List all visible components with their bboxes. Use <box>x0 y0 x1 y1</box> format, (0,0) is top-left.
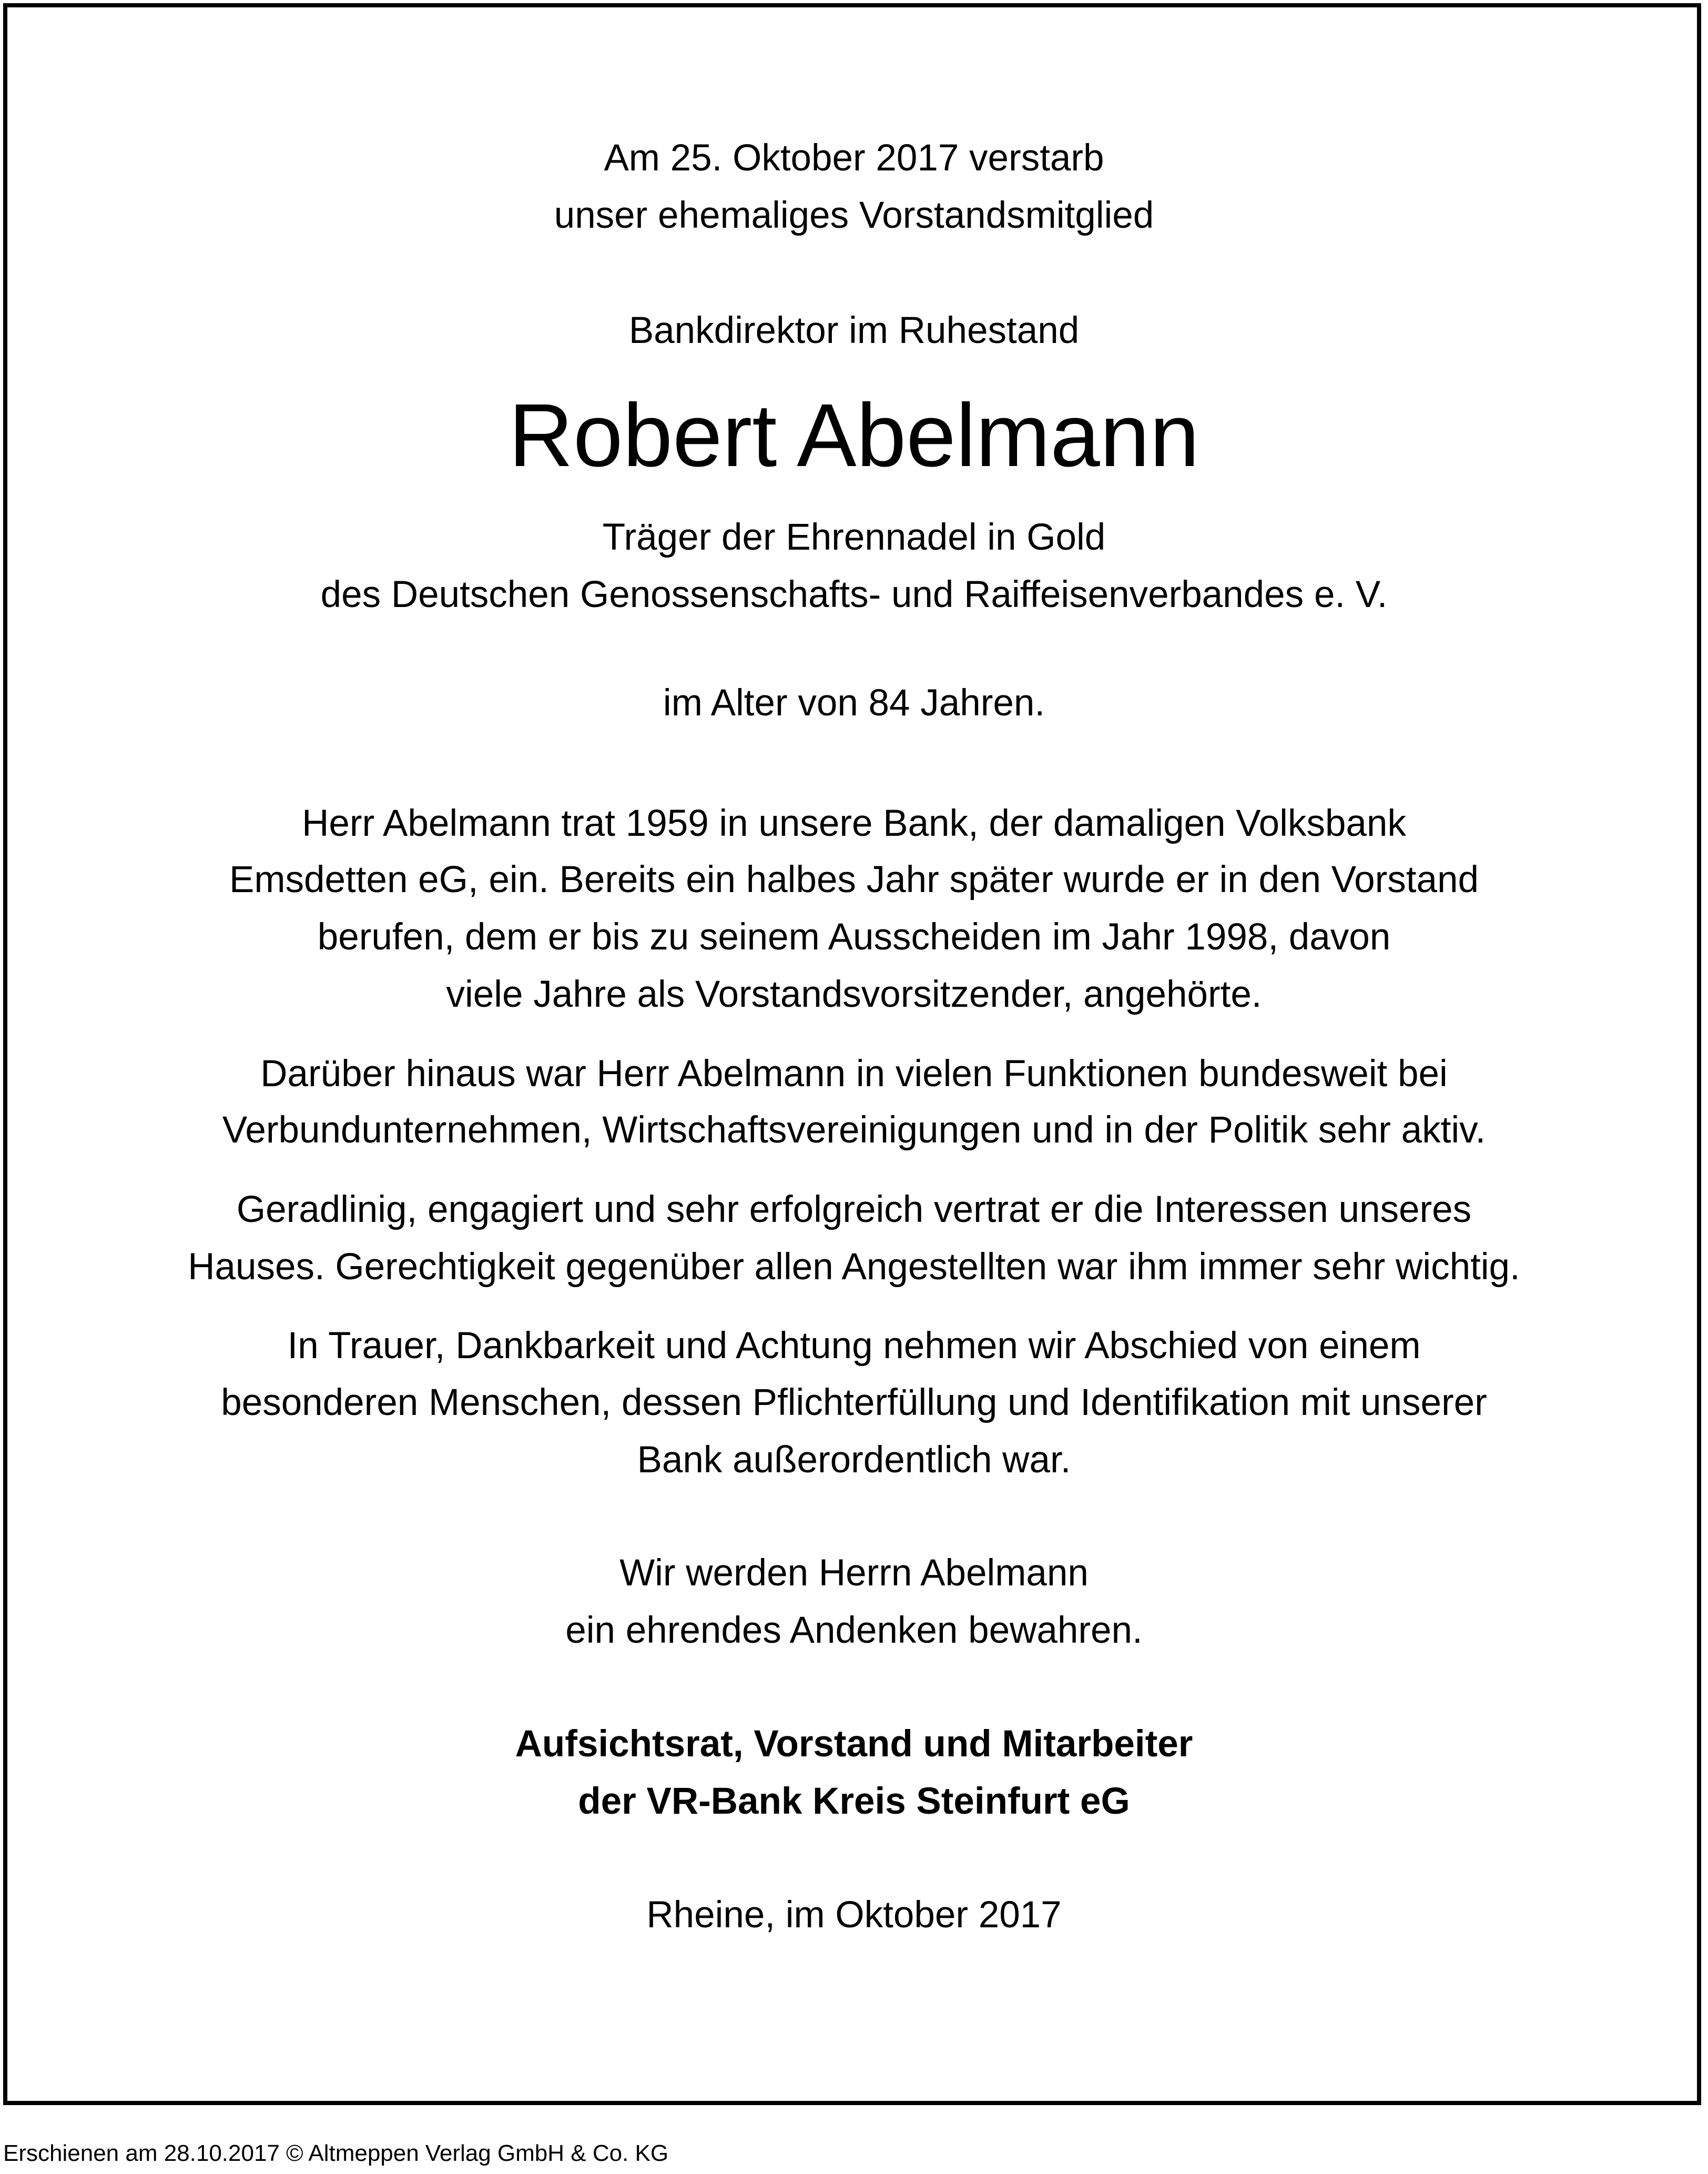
paragraph4-line-1: In Trauer, Dankbarkeit und Achtung nehmen wir Abschied von einem <box>287 1325 1421 1367</box>
publication-footer: Erschienen am 28.10.2017 © Altmeppen Verlag GmbH & Co. KG <box>3 2140 669 2166</box>
intro-line-1: Am 25. Oktober 2017 verstarb <box>604 137 1104 179</box>
paragraph3-line-2: Hauses. Gerechtigkeit gegenüber allen Angestellten war ihm immer sehr wichtig. <box>188 1246 1520 1288</box>
paragraph2-line-2: Verbundunternehmen, Wirtschaftsvereinigungen und in der Politik sehr aktiv. <box>222 1109 1486 1151</box>
title-line: Bankdirektor im Ruhestand <box>628 310 1080 351</box>
signature-line-1: Aufsichtsrat, Vorstand und Mitarbeiter <box>515 1723 1193 1765</box>
remembrance-line-2: ein ehrendes Andenken bewahren. <box>565 1610 1143 1651</box>
age-line: im Alter von 84 Jahren. <box>663 682 1045 724</box>
paragraph4-line-2: besonderen Menschen, dessen Pflichterfüllung und Identifikation mit unserer <box>221 1382 1487 1423</box>
paragraph2-line-1: Darüber hinaus war Herr Abelmann in vielen Funktionen bundesweit bei <box>260 1053 1448 1095</box>
deceased-name: Robert Abelmann <box>509 386 1199 486</box>
place-date-line: Rheine, im Oktober 2017 <box>646 1894 1062 1936</box>
intro-line-2: unser ehemaliges Vorstandsmitglied <box>554 195 1154 236</box>
paragraph1-line-1: Herr Abelmann trat 1959 in unsere Bank, der damaligen Volksbank <box>302 803 1406 844</box>
paragraph1-line-4: viele Jahre als Vorstandsvorsitzender, angehörte. <box>446 974 1262 1015</box>
signature-line-2: der VR-Bank Kreis Steinfurt eG <box>578 1781 1130 1822</box>
paragraph1-line-2: Emsdetten eG, ein. Bereits ein halbes Jahr später wurde er in den Vorstand <box>229 859 1479 901</box>
paragraph4-line-3: Bank außerordentlich war. <box>637 1439 1071 1481</box>
remembrance-line-1: Wir werden Herrn Abelmann <box>619 1552 1089 1594</box>
paragraph1-line-3: berufen, dem er bis zu seinem Ausscheiden im Jahr 1998, davon <box>317 916 1391 958</box>
honor-line-1: Träger der Ehrennadel in Gold <box>602 517 1106 558</box>
honor-line-2: des Deutschen Genossenschafts- und Raiffeisenverbandes e. V. <box>320 574 1388 615</box>
paragraph3-line-1: Geradlinig, engagiert und sehr erfolgreich vertrat er die Interessen unseres <box>236 1189 1472 1230</box>
